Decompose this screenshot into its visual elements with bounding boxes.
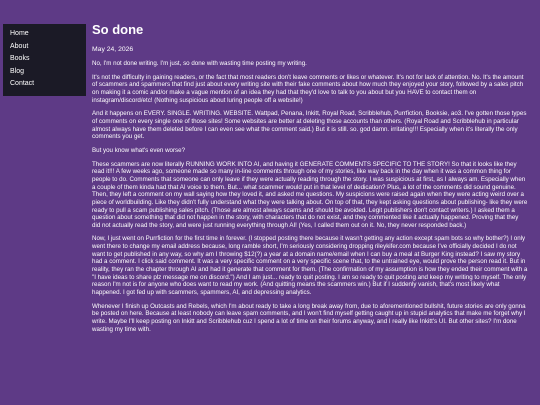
post-paragraph-6: Now, I just went on Purrfiction for the first time in forever. (I stopped posting there because it wasn't getting any action except spam bots so why bother?) I only went there to change my email address because, long ramble short, I'm seriously considering dropping rileykifer.com because I've officially decided I do not want to get published in any way, so why am I throwing $12(?) a year at a domain name/email when I can buy a meal at Burger King instead? I saw my story had a comment. I click said comment. It was a very specific comment on a very specific scene that, to the untrained eye, would prove the person read it. But in reality, they ran the chapter through AI and had it generate that comment for them. (The confirmation of my assumption is how they ended their comment with a "I have ideas to share plz message me on discord.") And I am just... ready to quit posting. I am so ready to quit posting and keep my writing to myself. The only reason I'm not is for anyone who does want to read my work. (And quitting means the scammers win.) But if I suddenly vanish, that's most likely what happened. I got fed up with scammers, spammers, AI, and depressing analytics. [92,235,528,297]
site-nav [3,24,86,96]
post-date: May 24, 2026 [92,46,134,53]
post-paragraph-5: These scammers are now literally RUNNING WORK INTO AI, and having it GENERATE COMMENTS SPECIFIC TO THE STORY! So that it looks like they read it!!! A few weeks ago, someone made so many in-line comments through one of my stories, like way back in the day when it was a common thing for people to do. Comments that someone can only leave if they were actually reading through the story. I was suspicious at first, as I always am. Especially when a couple of them kinda had that AI voice to them. But... what scammer would put in that level of dedication? Plus, a lot of the comments did sound genuine. Then, they left a comment on my wall saying how they loved it, and asked me questions. My suspicions were raised again when they were acting weird over a piece of worldbuilding. Like they didn't fully understand what they were talking about. On top of that, they kept asking questions about publishing- like they were ready to pull a scam publishing sales pitch. (Those are almost always scams and should be avoided. Legit publishers don't contact writers.) I asked them a question about something that did not happen in the story, with characters that do not exist, and they commented like it actually happened. Proving that they did not actually read the story, and were just running everything through AI! (Yes, I called them out on it. No, they never responded back.) [92,160,528,229]
post-paragraph-2: It's not the difficulty in gaining readers, or the fact that most readers don't leave comments or likes or whatever. It's not for lack of attention. No. It's the amount of scammers and spammers that find just about every writing site with their fake comments about how much they enjoyed your story, followed by a sales pitch on making it a comic and/or make a vague mention of an idea they had that they'd love to talk to you about but you HAVE to contact them on instagram/discord/etc! (Nothing suspicious about luring people off a website!) [92,73,524,104]
nav-item-home[interactable]: Home [10,30,29,37]
nav-item-about[interactable]: About [10,42,29,50]
post-paragraph-4: But you know what's even worse? [92,146,186,154]
post-title: So done [92,22,144,37]
post-paragraph-7: Whenever I finish up Outcasts and Rebels, which I'm about ready to take a long break away from, due to aforementioned bullshit, future stories are only gonna be posted on here. Because at least nobody can leave spam comments, and I won't find myself getting caught up in stupid analytics that make me forget why I write. Maybe I'll keep posting on Inkitt and Scribblehub cuz I spend a lot of time on their forums anyway, and I really like Inkitt's UI. But other sites? I'm done wasting my time with. [92,302,526,333]
post-paragraph-1: No, I'm not done writing. I'm just, so done with wasting time posting my writing. [92,60,307,67]
nav-item-books[interactable]: Books [10,55,30,63]
nav-item-contact[interactable]: Contact [10,80,35,88]
nav-item-blog[interactable]: Blog [10,67,25,75]
post-paragraph-3: And it happens on EVERY. SINGLE. WRITING. WEBSITE. Wattpad, Penana, Inkitt, Royal Road, Scribblehub, Purrfiction, Booksie, ao3. I've gotten those types of comments on every single one of those sites! Some websites are better at deleting those accounts than others. (Royal Road and Scribblehub in particular almost always have them deleted before I can even see what the comment said.) But it is still. so. god damn. irritating!!! Especially when it's literally the only comments you get. [92,110,527,141]
blog-post [92,21,528,333]
